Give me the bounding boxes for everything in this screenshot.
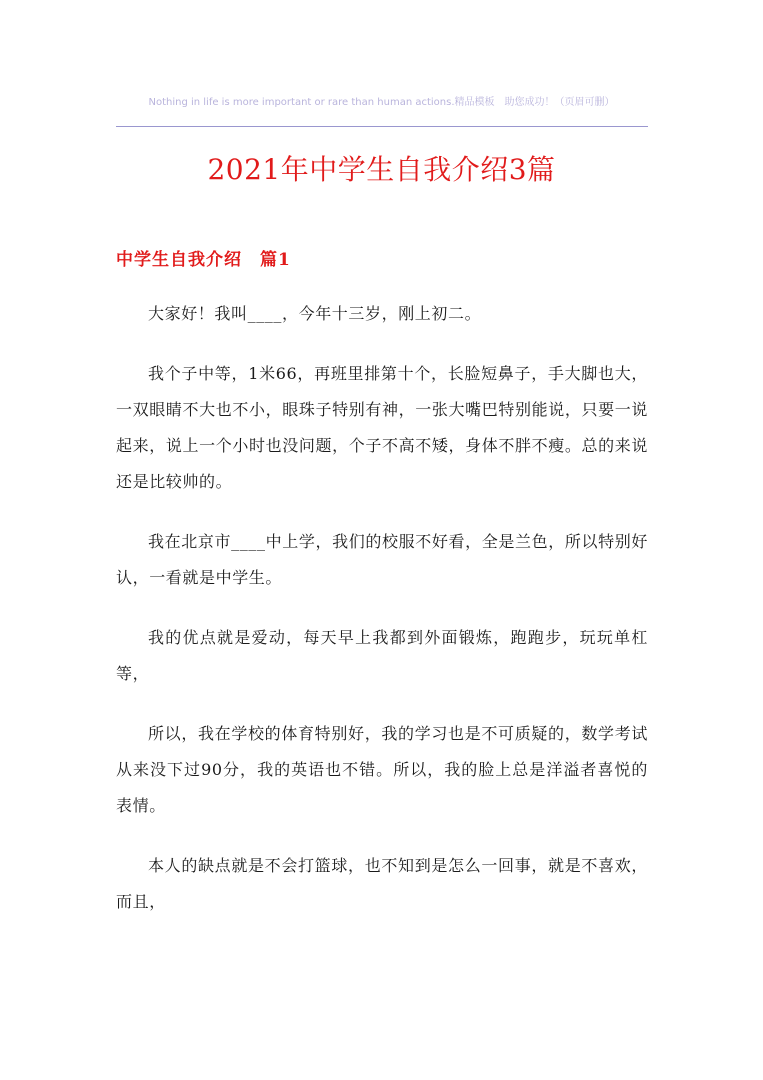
paragraph: 我的优点就是爱动，每天早上我都到外面锻炼，跑跑步，玩玩单杠等， [116, 628, 648, 683]
section-heading: 中学生自我介绍 篇1 [116, 250, 291, 270]
paragraph: 本人的缺点就是不会打篮球，也不知到是怎么一回事，就是不喜欢，而且， [116, 856, 648, 911]
paragraph: 所以，我在学校的体育特别好，我的学习也是不可质疑的，数学考试从来没下过90分，我的英语也不错。所以，我的脸上总是洋溢者喜悦的表情。 [116, 724, 648, 815]
paragraph: 大家好！我叫____，今年十三岁，刚上初二。 [148, 304, 482, 323]
document-body [116, 296, 648, 944]
document-title: 2021年中学生自我介绍3篇 [207, 153, 556, 186]
page-header-text: Nothing in life is more important or rare than human actions.精品模板 助您成功！（页眉可删） [148, 97, 615, 108]
header-divider [116, 126, 648, 127]
paragraph: 我个子中等，1米66，再班里排第十个，长脸短鼻子，手大脚也大，一双眼睛不大也不小，眼珠子特别有神，一张大嘴巴特别能说，只要一说起来，说上一个小时也没问题，个子不高不矮，身体不胖不瘦。总的来说还是比较帅的。 [116, 364, 648, 491]
paragraph: 我在北京市____中上学，我们的校服不好看，全是兰色，所以特别好认，一看就是中学生。 [116, 532, 648, 587]
